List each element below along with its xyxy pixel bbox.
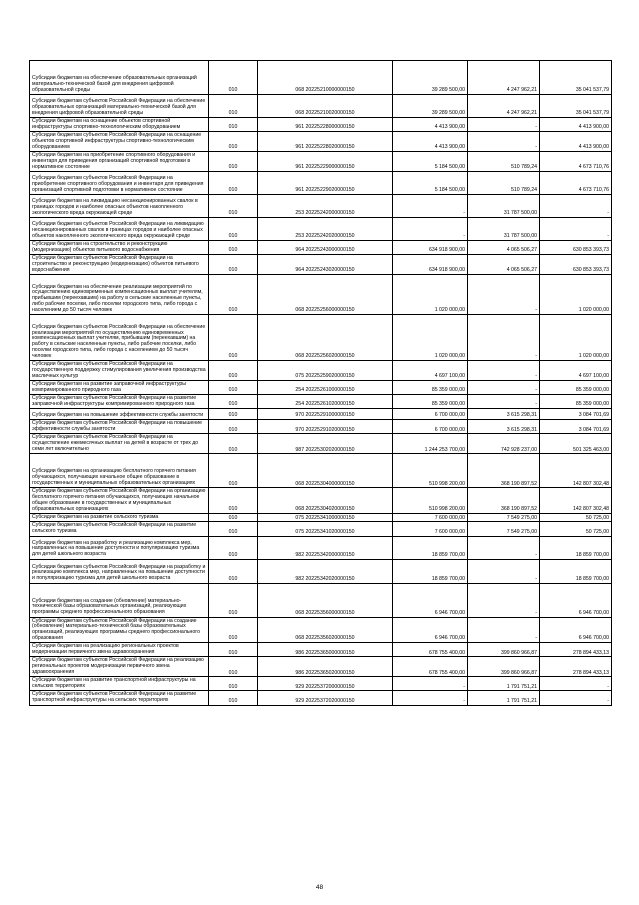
table-row	[30, 691, 612, 705]
row-code: 010	[209, 241, 258, 255]
row-description: Субсидии бюджетам субъектов Российской Федерации на государственную поддержку стимулирования увеличения производства масличных культур	[30, 361, 209, 381]
row-executed-amount: 7 549 275,00	[468, 522, 540, 536]
budget-table-body	[30, 61, 612, 706]
table-row	[30, 172, 612, 195]
row-unexecuted-amount: 3 084 701,69	[540, 409, 612, 420]
row-description: Субсидии бюджетам субъектов Российской Федерации на ликвидацию несанкционированных свалок в границах городов и наиболее опасных объектов накопленного экологического вреда окружающей среде	[30, 218, 209, 241]
table-row	[30, 409, 612, 420]
row-unexecuted-amount: -	[540, 218, 612, 241]
row-executed-amount: 4 065 506,27	[468, 255, 540, 275]
row-description: Субсидии бюджетам субъектов Российской Федерации на обеспечение реализации мероприятий по осуществлению единовременных компенсационных выплат учителям, прибывшим (переехавшим) на работу в сельские населенные пункты, либо рабочие поселки, либо поселки городского типа, либо города с населением до 50 тысяч человек	[30, 315, 209, 361]
page-number: 48	[315, 884, 324, 891]
row-unexecuted-amount: 50 725,00	[540, 522, 612, 536]
row-approved-amount: 510 998 200,00	[393, 488, 468, 514]
row-description: Субсидии бюджетам субъектов Российской Федерации на строительство и реконструкцию (модернизацию) объектов питьевого водоснабжения	[30, 255, 209, 275]
row-description: Субсидии бюджетам субъектов Российской Федерации на развитие заправочной инфраструктуры компримированного природного газа	[30, 395, 209, 409]
row-classification-code: 075 20225341020000150	[258, 522, 393, 536]
row-code: 010	[209, 514, 258, 522]
row-executed-amount: -	[468, 132, 540, 152]
row-classification-code: 075 20225341000000150	[258, 514, 393, 522]
row-unexecuted-amount: -	[540, 691, 612, 705]
row-approved-amount: 6 700 000,00	[393, 409, 468, 420]
row-description: Субсидии бюджетам на организацию бесплатного горячего питания обучающихся, получающих начальное общее образование в государственных и муниципальных образовательных организациях	[30, 454, 209, 488]
row-code: 010	[209, 536, 258, 559]
row-executed-amount: -	[468, 395, 540, 409]
row-unexecuted-amount: 630 853 393,73	[540, 241, 612, 255]
row-approved-amount: 4 413 900,00	[393, 118, 468, 132]
row-description: Субсидии бюджетам на разработку и реализацию комплекса мер, направленных на повышение доступности и популяризацию туризма для детей школьного возраста	[30, 536, 209, 559]
table-row	[30, 420, 612, 434]
row-description: Субсидии бюджетам субъектов Российской Федерации на повышение эффективности службы занятости	[30, 420, 209, 434]
row-unexecuted-amount: 85 359 000,00	[540, 381, 612, 395]
table-row	[30, 643, 612, 657]
table-row	[30, 522, 612, 536]
budget-table	[29, 60, 612, 706]
row-code: 010	[209, 677, 258, 691]
row-approved-amount: 634 918 900,00	[393, 255, 468, 275]
row-classification-code: 929 20225372000000150	[258, 677, 393, 691]
row-code: 010	[209, 691, 258, 705]
row-description: Субсидии бюджетам субъектов Российской Федерации на реализацию региональных проектов модернизации первичного звена здравоохранения	[30, 657, 209, 677]
row-code: 010	[209, 132, 258, 152]
table-row	[30, 132, 612, 152]
row-code: 010	[209, 522, 258, 536]
row-executed-amount: -	[468, 559, 540, 583]
row-executed-amount: 4 247 962,21	[468, 61, 540, 95]
row-executed-amount: 4 065 506,27	[468, 241, 540, 255]
row-unexecuted-amount: 4 413 900,00	[540, 132, 612, 152]
row-code: 010	[209, 583, 258, 617]
row-classification-code: 961 20225229020000150	[258, 172, 393, 195]
row-description: Субсидии бюджетам на развитие сельского туризма	[30, 514, 209, 522]
row-unexecuted-amount: 142 807 302,48	[540, 454, 612, 488]
row-classification-code: 068 20225304020000150	[258, 488, 393, 514]
row-unexecuted-amount: 142 807 302,48	[540, 488, 612, 514]
row-executed-amount: -	[468, 315, 540, 361]
row-classification-code: 253 20225242000000150	[258, 195, 393, 218]
row-unexecuted-amount: 18 859 700,00	[540, 559, 612, 583]
row-approved-amount: 7 600 000,00	[393, 514, 468, 522]
row-description: Субсидии бюджетам на приобретение спортивного оборудования и инвентаря для приведения организаций спортивной подготовки в нормативное состояние	[30, 152, 209, 172]
table-row	[30, 315, 612, 361]
row-description: Субсидии бюджетам на ликвидацию несанкционированных свалок в границах городов и наиболее опасных объектов накопленного экологического вреда окружающей среде	[30, 195, 209, 218]
row-approved-amount: 4 413 900,00	[393, 132, 468, 152]
row-classification-code: 986 20225365000000150	[258, 643, 393, 657]
row-classification-code: 987 20225302020000150	[258, 434, 393, 454]
table-row	[30, 195, 612, 218]
row-code: 010	[209, 488, 258, 514]
row-executed-amount: 368 190 897,52	[468, 488, 540, 514]
row-unexecuted-amount: 4 673 710,76	[540, 172, 612, 195]
table-row	[30, 434, 612, 454]
row-description: Субсидии бюджетам на создание (обновление) материально-технической базы образовательных организаций, реализующих программы среднего профессионального образования	[30, 583, 209, 617]
row-approved-amount: -	[393, 218, 468, 241]
table-row	[30, 454, 612, 488]
row-code: 010	[209, 118, 258, 132]
row-executed-amount: 7 549 275,00	[468, 514, 540, 522]
row-approved-amount: 5 184 500,00	[393, 152, 468, 172]
row-description: Субсидии бюджетам субъектов Российской Федерации на организацию бесплатного горячего питания обучающихся, получающих начальное общее образование в государственных и муниципальных образовательных организациях	[30, 488, 209, 514]
row-code: 010	[209, 218, 258, 241]
row-code: 010	[209, 617, 258, 643]
row-classification-code: 068 20225210020000150	[258, 95, 393, 118]
table-row	[30, 514, 612, 522]
row-description: Субсидии бюджетам субъектов Российской Федерации на разработку и реализацию комплекса мер, направленных на повышение доступности и популяризацию туризма для детей школьного возраста	[30, 559, 209, 583]
row-approved-amount: 4 697 100,00	[393, 361, 468, 381]
row-approved-amount: 1 020 000,00	[393, 315, 468, 361]
table-row	[30, 218, 612, 241]
row-unexecuted-amount: -	[540, 195, 612, 218]
row-approved-amount: 6 946 700,00	[393, 617, 468, 643]
row-classification-code: 964 20225243020000150	[258, 255, 393, 275]
row-approved-amount: -	[393, 691, 468, 705]
row-description: Субсидии бюджетам на оснащение объектов спортивной инфраструктуры спортивно-технологическим оборудованием	[30, 118, 209, 132]
row-unexecuted-amount: 501 325 463,00	[540, 434, 612, 454]
row-classification-code: 986 20225365020000150	[258, 657, 393, 677]
row-classification-code: 961 20225228000000150	[258, 118, 393, 132]
row-code: 010	[209, 381, 258, 395]
row-approved-amount: -	[393, 677, 468, 691]
table-row	[30, 395, 612, 409]
row-approved-amount: 1 020 000,00	[393, 275, 468, 315]
row-unexecuted-amount: 35 041 537,79	[540, 95, 612, 118]
row-executed-amount: 3 615 298,31	[468, 409, 540, 420]
row-executed-amount: -	[468, 536, 540, 559]
row-code: 010	[209, 361, 258, 381]
table-row	[30, 255, 612, 275]
table-row	[30, 95, 612, 118]
row-code: 010	[209, 195, 258, 218]
table-row	[30, 241, 612, 255]
row-description: Субсидии бюджетам субъектов Российской Федерации на создание (обновление) материально-технической базы образовательных организаций, реализующих программы среднего профессионального образования	[30, 617, 209, 643]
row-classification-code: 982 20225342020000150	[258, 559, 393, 583]
row-executed-amount: -	[468, 361, 540, 381]
row-description: Субсидии бюджетам на развитие транспортной инфраструктуры на сельских территориях	[30, 677, 209, 691]
row-code: 010	[209, 315, 258, 361]
row-executed-amount: 1 791 751,21	[468, 677, 540, 691]
row-unexecuted-amount: 278 894 433,13	[540, 643, 612, 657]
row-unexecuted-amount: 1 020 000,00	[540, 315, 612, 361]
row-code: 010	[209, 275, 258, 315]
row-executed-amount: -	[468, 275, 540, 315]
row-classification-code: 961 20225228020000150	[258, 132, 393, 152]
row-code: 010	[209, 395, 258, 409]
row-unexecuted-amount: 6 946 700,00	[540, 617, 612, 643]
row-classification-code: 929 20225372020000150	[258, 691, 393, 705]
row-description: Субсидии бюджетам на повышение эффективности службы занятости	[30, 409, 209, 420]
row-unexecuted-amount: 18 859 700,00	[540, 536, 612, 559]
row-code: 010	[209, 409, 258, 420]
row-approved-amount: 6 700 000,00	[393, 420, 468, 434]
row-classification-code: 982 20225342000000150	[258, 536, 393, 559]
row-description: Субсидии бюджетам на обеспечение реализации мероприятий по осуществлению единовременных компенсационных выплат учителям, прибывшим (переехавшим) на работу в сельские населенные пункты, либо рабочие поселки, либо поселки городского типа, либо города с населением до 50 тысяч человек	[30, 275, 209, 315]
row-unexecuted-amount: 1 020 000,00	[540, 275, 612, 315]
row-code: 010	[209, 255, 258, 275]
row-description: Субсидии бюджетам на развитие заправочной инфраструктуры компримированного природного газа	[30, 381, 209, 395]
row-description: Субсидии бюджетам на реализацию региональных проектов модернизации первичного звена здравоохранения	[30, 643, 209, 657]
row-classification-code: 253 20225242020000150	[258, 218, 393, 241]
row-classification-code: 068 20225256000000150	[258, 275, 393, 315]
row-code: 010	[209, 172, 258, 195]
row-approved-amount: 6 946 700,00	[393, 583, 468, 617]
row-approved-amount: 39 289 500,00	[393, 95, 468, 118]
row-classification-code: 961 20225229000000150	[258, 152, 393, 172]
row-approved-amount: 18 859 700,00	[393, 559, 468, 583]
row-approved-amount: -	[393, 195, 468, 218]
row-description: Субсидии бюджетам на обеспечение образовательных организаций материально-технической базой для внедрения цифровой образовательной среды	[30, 61, 209, 95]
table-row	[30, 152, 612, 172]
row-code: 010	[209, 559, 258, 583]
table-row	[30, 381, 612, 395]
row-unexecuted-amount: 3 084 701,69	[540, 420, 612, 434]
row-description: Субсидии бюджетам субъектов Российской Федерации на обеспечение образовательных организаций материально-технической базой для внедрения цифровой образовательной среды	[30, 95, 209, 118]
row-code: 010	[209, 152, 258, 172]
row-classification-code: 254 20225261000000150	[258, 381, 393, 395]
table-row	[30, 657, 612, 677]
table-row	[30, 275, 612, 315]
row-description: Субсидии бюджетам на строительство и реконструкцию (модернизацию) объектов питьевого водоснабжения	[30, 241, 209, 255]
row-executed-amount: 3 615 298,31	[468, 420, 540, 434]
table-row	[30, 488, 612, 514]
row-classification-code: 068 20225210000000150	[258, 61, 393, 95]
row-unexecuted-amount: 4 673 710,76	[540, 152, 612, 172]
row-executed-amount: 1 791 751,21	[468, 691, 540, 705]
table-row	[30, 61, 612, 95]
row-description: Субсидии бюджетам субъектов Российской Федерации на оснащение объектов спортивной инфраструктуры спортивно-технологическим оборудованием	[30, 132, 209, 152]
row-code: 010	[209, 420, 258, 434]
row-description: Субсидии бюджетам субъектов Российской Федерации на развитие сельского туризма	[30, 522, 209, 536]
row-executed-amount: -	[468, 381, 540, 395]
row-approved-amount: 85 359 000,00	[393, 395, 468, 409]
row-executed-amount: 742 928 237,00	[468, 434, 540, 454]
row-approved-amount: 510 998 200,00	[393, 454, 468, 488]
row-approved-amount: 18 859 700,00	[393, 536, 468, 559]
row-code: 010	[209, 434, 258, 454]
row-code: 010	[209, 95, 258, 118]
row-executed-amount: -	[468, 118, 540, 132]
row-description: Субсидии бюджетам субъектов Российской Федерации на приобретение спортивного оборудования и инвентаря для приведения организаций спортивной подготовки в нормативное состояние	[30, 172, 209, 195]
row-code: 010	[209, 643, 258, 657]
row-approved-amount: 678 755 400,00	[393, 657, 468, 677]
row-code: 010	[209, 454, 258, 488]
row-unexecuted-amount: 4 413 900,00	[540, 118, 612, 132]
table-row	[30, 583, 612, 617]
row-approved-amount: 39 289 500,00	[393, 61, 468, 95]
row-executed-amount: 4 247 962,21	[468, 95, 540, 118]
table-row	[30, 617, 612, 643]
table-row	[30, 361, 612, 381]
table-row	[30, 536, 612, 559]
row-approved-amount: 634 918 900,00	[393, 241, 468, 255]
row-classification-code: 068 20225256020000150	[258, 315, 393, 361]
row-classification-code: 964 20225243000000150	[258, 241, 393, 255]
row-approved-amount: 678 755 400,00	[393, 643, 468, 657]
row-unexecuted-amount: 6 946 700,00	[540, 583, 612, 617]
row-executed-amount: 399 860 966,87	[468, 643, 540, 657]
row-executed-amount: -	[468, 617, 540, 643]
row-unexecuted-amount: -	[540, 677, 612, 691]
row-approved-amount: 85 359 000,00	[393, 381, 468, 395]
row-executed-amount: 368 190 897,52	[468, 454, 540, 488]
row-unexecuted-amount: 50 725,00	[540, 514, 612, 522]
row-approved-amount: 7 600 000,00	[393, 522, 468, 536]
table-row	[30, 677, 612, 691]
row-unexecuted-amount: 4 697 100,00	[540, 361, 612, 381]
row-approved-amount: 5 184 500,00	[393, 172, 468, 195]
table-row	[30, 118, 612, 132]
row-classification-code: 068 20225304000000150	[258, 454, 393, 488]
row-executed-amount: 31 787 500,00	[468, 195, 540, 218]
row-code: 010	[209, 657, 258, 677]
row-classification-code: 075 20225259020000150	[258, 361, 393, 381]
row-executed-amount: 510 789,24	[468, 172, 540, 195]
row-executed-amount: 510 789,24	[468, 152, 540, 172]
row-classification-code: 970 20225291000000150	[258, 409, 393, 420]
row-unexecuted-amount: 630 853 393,73	[540, 255, 612, 275]
row-description: Субсидии бюджетам субъектов Российской Федерации на развитие транспортной инфраструктуры на сельских территориях	[30, 691, 209, 705]
row-executed-amount: 399 860 966,87	[468, 657, 540, 677]
row-code: 010	[209, 61, 258, 95]
row-classification-code: 068 20225356020000150	[258, 617, 393, 643]
row-classification-code: 970 20225291020000150	[258, 420, 393, 434]
row-classification-code: 068 20225356000000150	[258, 583, 393, 617]
row-executed-amount: 31 787 500,00	[468, 218, 540, 241]
table-row	[30, 559, 612, 583]
row-executed-amount: -	[468, 583, 540, 617]
row-unexecuted-amount: 278 894 433,13	[540, 657, 612, 677]
row-unexecuted-amount: 85 359 000,00	[540, 395, 612, 409]
row-classification-code: 254 20225261020000150	[258, 395, 393, 409]
row-approved-amount: 1 244 253 700,00	[393, 434, 468, 454]
row-unexecuted-amount: 35 041 537,79	[540, 61, 612, 95]
row-description: Субсидии бюджетам субъектов Российской Федерации на осуществление ежемесячных выплат на детей в возрасте от трех до семи лет включительно	[30, 434, 209, 454]
